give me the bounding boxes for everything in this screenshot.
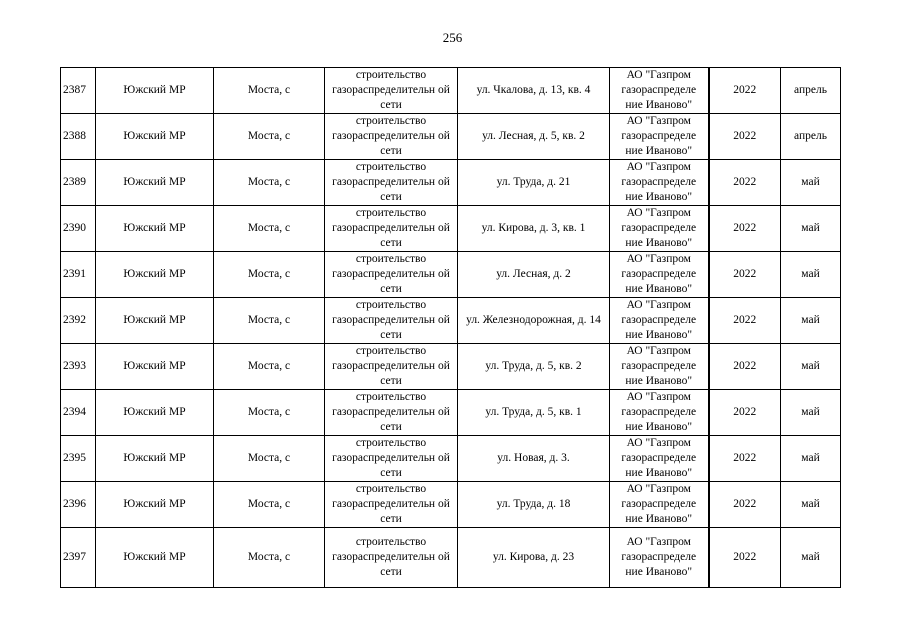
year-cell-text: 2022 [733, 314, 757, 326]
month-cell-text: апрель [794, 130, 827, 142]
address-cell [458, 160, 610, 206]
settlement-cell-text: Моста, с [247, 498, 291, 510]
work-type-cell [325, 206, 458, 252]
month-cell-text: май [801, 176, 820, 188]
address-cell-text: ул. Кирова, д. 23 [492, 551, 575, 563]
row-number-cell-text: 2393 [63, 360, 86, 372]
district-cell [96, 68, 214, 114]
month-cell [781, 252, 841, 298]
month-cell-text: май [801, 498, 820, 510]
organization-cell [610, 252, 709, 298]
organization-cell [610, 298, 709, 344]
district-cell-text: Южский МР [123, 360, 186, 372]
settlement-cell-text: Моста, с [247, 268, 291, 280]
address-cell-text: ул. Новая, д. 3. [497, 452, 570, 464]
district-cell-text: Южский МР [123, 406, 186, 418]
row-number-cell [61, 344, 96, 390]
settlement-cell-text: Моста, с [247, 222, 291, 234]
work-type-cell-text: строительство газораспределительн ой сети [332, 345, 450, 387]
address-cell-text: ул. Лесная, д. 2 [496, 268, 571, 280]
row-number-cell-text: 2395 [63, 452, 86, 464]
organization-cell [610, 206, 709, 252]
year-cell [709, 298, 781, 344]
settlement-cell [214, 252, 325, 298]
year-cell [709, 390, 781, 436]
address-cell [458, 68, 610, 114]
organization-cell-text: АО "Газпром газораспределе ние Иваново" [621, 115, 697, 157]
work-type-cell [325, 252, 458, 298]
year-cell-text: 2022 [733, 452, 757, 464]
work-type-cell [325, 390, 458, 436]
table-row [61, 160, 841, 206]
work-type-cell-text: строительство газораспределительн ой сети [332, 69, 450, 111]
row-number-cell-text: 2397 [63, 551, 86, 563]
year-cell [709, 436, 781, 482]
table-row [61, 390, 841, 436]
address-cell [458, 390, 610, 436]
organization-cell [610, 160, 709, 206]
organization-cell [610, 482, 709, 528]
address-cell-text: ул. Труда, д. 21 [496, 176, 571, 188]
settlement-cell [214, 436, 325, 482]
row-number-cell [61, 482, 96, 528]
row-number-cell-text: 2394 [63, 406, 86, 418]
address-cell-text: ул. Труда, д. 18 [496, 498, 571, 510]
year-cell-text: 2022 [733, 268, 757, 280]
work-type-cell-text: строительство газораспределительн ой сети [332, 483, 450, 525]
district-cell [96, 436, 214, 482]
settlement-cell [214, 344, 325, 390]
address-cell-text: ул. Труда, д. 5, кв. 1 [485, 406, 582, 418]
address-cell [458, 344, 610, 390]
district-cell [96, 298, 214, 344]
year-cell [709, 252, 781, 298]
district-cell [96, 206, 214, 252]
year-cell-text: 2022 [733, 498, 757, 510]
month-cell-text: апрель [794, 84, 827, 96]
settlement-cell [214, 390, 325, 436]
settlement-cell [214, 114, 325, 160]
settlement-cell [214, 298, 325, 344]
table-row [61, 206, 841, 252]
address-cell [458, 298, 610, 344]
district-cell-text: Южский МР [123, 176, 186, 188]
row-number-cell [61, 114, 96, 160]
row-number-cell-text: 2396 [63, 498, 86, 510]
month-cell [781, 68, 841, 114]
work-type-cell-text: строительство газораспределительн ой сети [332, 207, 450, 249]
work-type-cell [325, 436, 458, 482]
work-type-cell-text: строительство газораспределительн ой сети [332, 253, 450, 295]
year-cell [709, 68, 781, 114]
row-number-cell-text: 2388 [63, 130, 86, 142]
organization-cell [610, 344, 709, 390]
year-cell-text: 2022 [733, 406, 757, 418]
organization-cell [610, 68, 709, 114]
address-cell [458, 528, 610, 588]
row-number-cell-text: 2387 [63, 84, 86, 96]
district-cell [96, 528, 214, 588]
settlement-cell [214, 482, 325, 528]
settlement-cell [214, 528, 325, 588]
month-cell [781, 390, 841, 436]
work-type-cell-text: строительство газораспределительн ой сети [332, 161, 450, 203]
settlement-cell-text: Моста, с [247, 360, 291, 372]
organization-cell [610, 390, 709, 436]
year-cell-text: 2022 [733, 222, 757, 234]
organization-cell-text: АО "Газпром газораспределе ние Иваново" [621, 161, 697, 203]
work-type-cell [325, 344, 458, 390]
table-row [61, 298, 841, 344]
page-number: 256 [442, 30, 463, 45]
month-cell-text: май [801, 360, 820, 372]
row-number-cell [61, 528, 96, 588]
address-cell-text: ул. Труда, д. 5, кв. 2 [485, 360, 582, 372]
month-cell-text: май [801, 314, 820, 326]
address-cell-text: ул. Железнодорожная, д. 14 [466, 314, 601, 326]
gasification-table [60, 67, 841, 588]
district-cell [96, 160, 214, 206]
work-type-cell-text: строительство газораспределительн ой сети [332, 115, 450, 157]
district-cell-text: Южский МР [123, 551, 186, 563]
district-cell-text: Южский МР [123, 498, 186, 510]
year-cell [709, 344, 781, 390]
year-cell-text: 2022 [733, 176, 757, 188]
month-cell [781, 344, 841, 390]
district-cell-text: Южский МР [123, 314, 186, 326]
row-number-cell-text: 2391 [63, 268, 86, 280]
month-cell [781, 482, 841, 528]
year-cell-text: 2022 [733, 130, 757, 142]
table-row [61, 114, 841, 160]
month-cell [781, 114, 841, 160]
settlement-cell-text: Моста, с [247, 551, 291, 563]
month-cell-text: май [801, 268, 820, 280]
district-cell [96, 114, 214, 160]
address-cell [458, 114, 610, 160]
organization-cell-text: АО "Газпром газораспределе ние Иваново" [621, 69, 697, 111]
settlement-cell-text: Моста, с [247, 452, 291, 464]
month-cell [781, 206, 841, 252]
table-row [61, 68, 841, 114]
settlement-cell-text: Моста, с [247, 130, 291, 142]
year-cell [709, 206, 781, 252]
address-cell [458, 436, 610, 482]
organization-cell-text: АО "Газпром газораспределе ние Иваново" [621, 483, 697, 525]
organization-cell [610, 436, 709, 482]
month-cell-text: май [801, 222, 820, 234]
address-cell [458, 482, 610, 528]
table-body [61, 68, 841, 588]
district-cell [96, 482, 214, 528]
district-cell-text: Южский МР [123, 130, 186, 142]
row-number-cell [61, 252, 96, 298]
year-cell [709, 114, 781, 160]
work-type-cell-text: строительство газораспределительн ой сети [332, 536, 450, 578]
address-cell-text: ул. Чкалова, д. 13, кв. 4 [476, 84, 591, 96]
work-type-cell [325, 482, 458, 528]
district-cell [96, 252, 214, 298]
settlement-cell [214, 160, 325, 206]
month-cell [781, 528, 841, 588]
year-cell [709, 528, 781, 588]
row-number-cell [61, 68, 96, 114]
table-row [61, 482, 841, 528]
work-type-cell [325, 160, 458, 206]
address-cell-text: ул. Кирова, д. 3, кв. 1 [481, 222, 586, 234]
row-number-cell [61, 436, 96, 482]
organization-cell [610, 114, 709, 160]
settlement-cell-text: Моста, с [247, 314, 291, 326]
work-type-cell-text: строительство газораспределительн ой сети [332, 437, 450, 479]
address-cell-text: ул. Лесная, д. 5, кв. 2 [482, 130, 585, 142]
table-row [61, 436, 841, 482]
organization-cell-text: АО "Газпром газораспределе ние Иваново" [621, 207, 697, 249]
settlement-cell [214, 68, 325, 114]
month-cell-text: май [801, 452, 820, 464]
month-cell [781, 298, 841, 344]
row-number-cell-text: 2390 [63, 222, 86, 234]
address-cell [458, 252, 610, 298]
row-number-cell [61, 160, 96, 206]
district-cell-text: Южский МР [123, 222, 186, 234]
settlement-cell-text: Моста, с [247, 176, 291, 188]
row-number-cell [61, 390, 96, 436]
month-cell [781, 160, 841, 206]
year-cell-text: 2022 [733, 551, 757, 563]
year-cell [709, 160, 781, 206]
district-cell [96, 344, 214, 390]
district-cell-text: Южский МР [123, 268, 186, 280]
organization-cell [610, 528, 709, 588]
work-type-cell [325, 528, 458, 588]
work-type-cell-text: строительство газораспределительн ой сети [332, 299, 450, 341]
settlement-cell [214, 206, 325, 252]
year-cell-text: 2022 [733, 360, 757, 372]
settlement-cell-text: Моста, с [247, 406, 291, 418]
year-cell [709, 482, 781, 528]
row-number-cell [61, 206, 96, 252]
organization-cell-text: АО "Газпром газораспределе ние Иваново" [621, 345, 697, 387]
table-row [61, 252, 841, 298]
table-row [61, 344, 841, 390]
work-type-cell-text: строительство газораспределительн ой сети [332, 391, 450, 433]
work-type-cell [325, 114, 458, 160]
row-number-cell-text: 2392 [63, 314, 86, 326]
settlement-cell-text: Моста, с [247, 84, 291, 96]
month-cell [781, 436, 841, 482]
address-cell [458, 206, 610, 252]
organization-cell-text: АО "Газпром газораспределе ние Иваново" [621, 391, 697, 433]
district-cell [96, 390, 214, 436]
work-type-cell [325, 298, 458, 344]
year-cell-text: 2022 [733, 84, 757, 96]
organization-cell-text: АО "Газпром газораспределе ние Иваново" [621, 253, 697, 295]
organization-cell-text: АО "Газпром газораспределе ние Иваново" [621, 299, 697, 341]
district-cell-text: Южский МР [123, 452, 186, 464]
organization-cell-text: АО "Газпром газораспределе ние Иваново" [621, 536, 697, 578]
work-type-cell [325, 68, 458, 114]
organization-cell-text: АО "Газпром газораспределе ние Иваново" [621, 437, 697, 479]
table-row [61, 528, 841, 588]
row-number-cell-text: 2389 [63, 176, 86, 188]
month-cell-text: май [801, 551, 820, 563]
district-cell-text: Южский МР [123, 84, 186, 96]
month-cell-text: май [801, 406, 820, 418]
row-number-cell [61, 298, 96, 344]
